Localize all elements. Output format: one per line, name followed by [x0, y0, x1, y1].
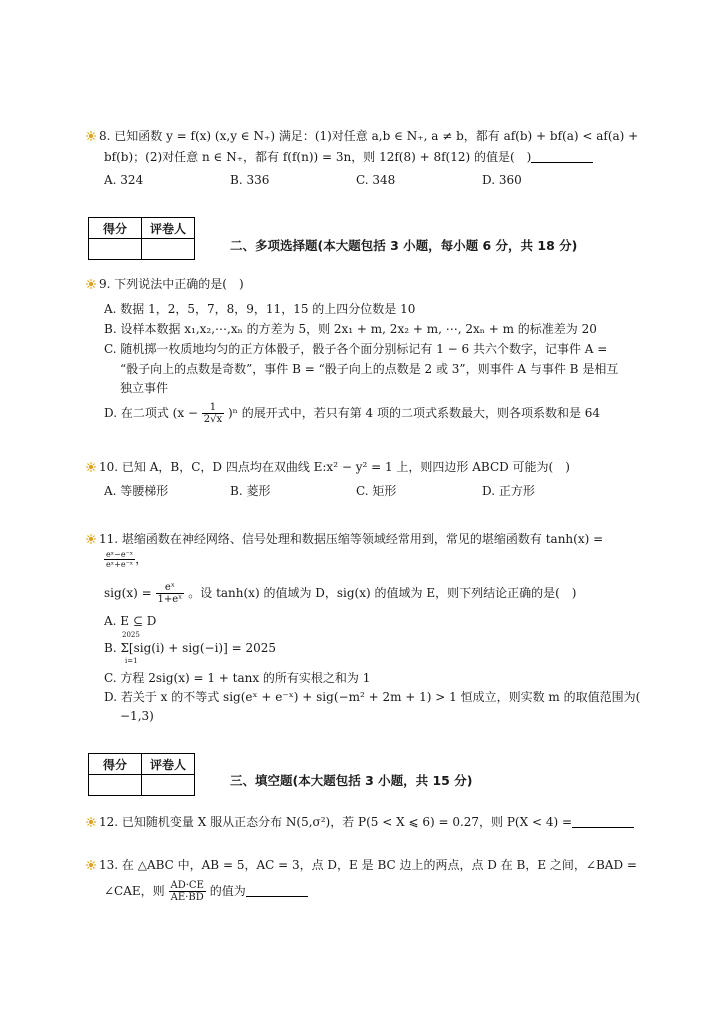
score-table	[88, 753, 195, 796]
score-cell[interactable]	[89, 775, 142, 796]
q8-option-d[interactable]: D. 360	[482, 173, 522, 187]
q11-option-d-line1[interactable]: D. 若关于 x 的不等式 sig(eˣ + e⁻ˣ) + sig(−m² + 2m + 1) > 1 恒成立，则实数 m 的取值范围为(	[104, 690, 641, 704]
q8-line1: 8. 已知函数 y = f(x) (x,y ∈ N₊) 满足：(1)对任意 a,b ∈ N₊, a ≠ b，都有 af(b) + bf(a) < af(a) +	[86, 128, 638, 144]
q10-option-c[interactable]: C. 矩形	[356, 484, 397, 498]
q11-option-d-line2: −1,3)	[120, 709, 154, 723]
sun-flower-icon	[86, 860, 96, 870]
sum-lower-limit: i=1	[125, 657, 138, 665]
q8-option-c[interactable]: C. 348	[356, 173, 396, 187]
section-title-fill-in: 三、填空题(本大题包括 3 小题，共 15 分)	[230, 773, 473, 788]
score-label: 得分	[89, 754, 142, 775]
q11-option-c[interactable]: C. 方程 2sig(x) = 1 + tanx 的所有实根之和为 1	[104, 671, 371, 685]
fraction: $\frac{1}{2√x}$	[203, 402, 223, 425]
q9-option-b[interactable]: B. 设样本数据 x₁,x₂,⋯,xₙ 的方差为 5，则 2x₁ + m, 2x₂ + m, ⋯, 2xₙ + m 的标准差为 20	[104, 322, 597, 336]
q9-option-c-line3: 独立事件	[120, 381, 169, 395]
q9-option-c-line2: “骰子向上的点数是奇数”，事件 B = “骰子向上的点数是 2 或 3”，则事件 A 与事件 B 是相互	[120, 362, 619, 376]
q9-option-d[interactable]: D. 在二项式 (x − $\frac{1}{2√x}$ )ⁿ 的展开式中，若只有第 4 项的二项式系数最大，则各项系数和是 64	[104, 402, 601, 425]
q11-tanh-fraction: $\frac{\text{eˣ−e⁻ˣ}}{\text{eˣ+e⁻ˣ}}$ ，	[106, 550, 148, 569]
q10-option-b[interactable]: B. 菱形	[230, 484, 271, 498]
q8-option-b[interactable]: B. 336	[230, 173, 270, 187]
sun-flower-icon	[86, 534, 96, 544]
q9-option-c-line1[interactable]: C. 随机掷一枚质地均匀的正方体骰子，骰子各个面分别标记有 1 − 6 共六个数字，记事件 A =	[104, 342, 608, 356]
section-title-multiple-choice: 二、多项选择题(本大题包括 3 小题，每小题 6 分，共 18 分)	[230, 238, 578, 253]
q13-line1: 13. 在 △ABC 中，AB = 5，AC = 3，点 D，E 是 BC 边上的两点，点 D 在 B，E 之间，∠BAD =	[86, 857, 637, 873]
sun-flower-icon	[86, 817, 96, 827]
q11-sig-definition: sig(x) = $\frac{\text{eˣ}}{\text{1+eˣ}}$ 。设 tanh(x) 的值域为 D，sig(x) 的值域为 E，则下列结论正确的是( )	[104, 582, 577, 605]
sun-flower-icon	[86, 462, 96, 472]
q9-stem: 9. 下列说法中正确的是( )	[86, 276, 244, 292]
q8-line2: bf(b)；(2)对任意 n ∈ N₊，都有 f(f(n)) = 3n，则 12f(8) + 8f(12) 的值是( )	[104, 149, 593, 165]
grader-label: 评卷人	[142, 218, 195, 239]
sum-upper-limit: 2025	[122, 631, 140, 639]
sun-flower-icon	[86, 131, 96, 141]
q12-stem: 12. 已知随机变量 X 服从正态分布 N(5,σ²)，若 P(5 < X ⩽ 6) = 0.27，则 P(X < 4) =	[86, 814, 634, 830]
q9-option-a[interactable]: A. 数据 1，2，5，7，8，9，11，15 的上四分位数是 10	[104, 302, 416, 316]
q11-option-a[interactable]: A. E ⊆ D	[104, 614, 157, 628]
grader-cell[interactable]	[142, 775, 195, 796]
grader-label: 评卷人	[142, 754, 195, 775]
sun-flower-icon	[86, 279, 96, 289]
grader-cell[interactable]	[142, 239, 195, 260]
score-cell[interactable]	[89, 239, 142, 260]
q8-option-a[interactable]: A. 324	[104, 173, 144, 187]
q13-line2: ∠CAE，则 $\frac{AD\cdot CE}{AE\cdot BD}$ 的值为	[104, 878, 308, 904]
q11-option-b[interactable]: B. Σ[sig(i) + sig(−i)] = 2025	[104, 641, 277, 655]
answer-blank[interactable]	[572, 815, 634, 828]
q10-stem: 10. 已知 A，B，C，D 四点均在双曲线 E:x² − y² = 1 上，则四边形 ABCD 可能为( )	[86, 459, 570, 475]
answer-blank[interactable]	[246, 884, 308, 897]
q10-option-a[interactable]: A. 等腰梯形	[104, 484, 169, 498]
score-label: 得分	[89, 218, 142, 239]
answer-blank[interactable]	[531, 150, 593, 163]
score-table	[88, 217, 195, 260]
q11-line1: 11. 堪缩函数在神经网络、信号处理和数据压缩等领域经常用到，常见的堪缩函数有 tanh(x) =	[86, 531, 603, 547]
q10-option-d[interactable]: D. 正方形	[482, 484, 535, 498]
